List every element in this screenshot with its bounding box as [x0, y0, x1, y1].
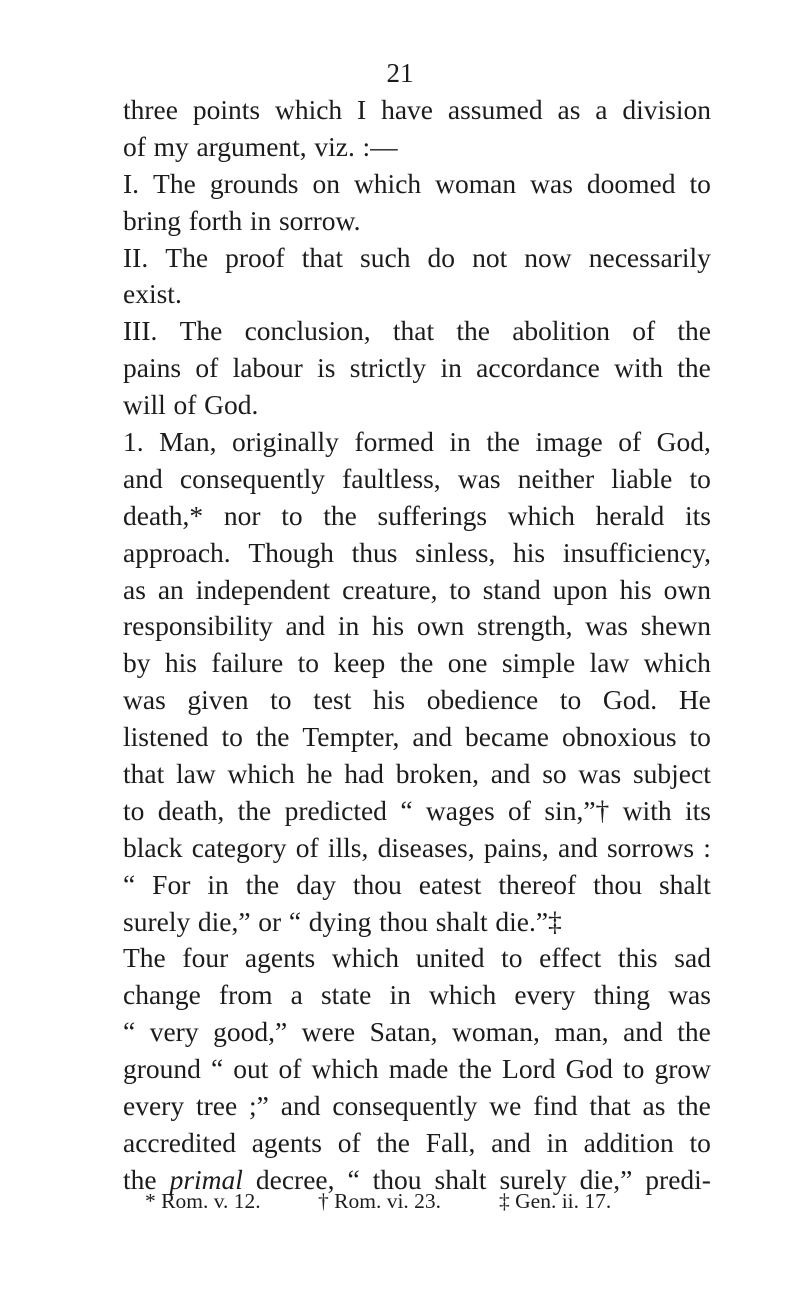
- word: to: [281, 499, 303, 531]
- word: with: [614, 352, 663, 384]
- word: this: [617, 942, 658, 974]
- text-line: [123, 424, 711, 461]
- word: sorrow.: [278, 204, 361, 236]
- word: accredited: [123, 1126, 236, 1158]
- word: a: [595, 94, 608, 125]
- text-line: [123, 1088, 711, 1125]
- word: and: [491, 1126, 531, 1158]
- word: “: [210, 1053, 224, 1085]
- word: diseases,: [377, 831, 475, 863]
- word: agents: [244, 942, 316, 974]
- word: his: [372, 610, 405, 642]
- word: tree: [195, 1090, 238, 1122]
- word: such: [360, 241, 411, 273]
- word: stand: [482, 573, 541, 605]
- word: God.: [204, 389, 259, 421]
- word: “: [288, 905, 302, 937]
- word: “: [123, 1016, 136, 1048]
- word: sorrows: [606, 831, 695, 863]
- word: Lord: [502, 1053, 556, 1085]
- word: to: [689, 462, 711, 494]
- word: strength,: [476, 610, 573, 642]
- word: find: [533, 1090, 578, 1122]
- text-line: [123, 572, 711, 609]
- word: obnoxious: [561, 721, 677, 753]
- word: good,”: [213, 1016, 288, 1048]
- word: to: [689, 721, 711, 753]
- word: of: [632, 315, 656, 347]
- text-line: [123, 904, 711, 941]
- word: test: [313, 684, 352, 716]
- word: to: [449, 573, 471, 605]
- word: responsibility: [123, 610, 273, 642]
- word: made: [388, 1053, 449, 1085]
- word: of: [337, 1126, 361, 1158]
- word: united: [415, 942, 485, 974]
- word: with: [622, 794, 672, 826]
- word: predi-: [645, 1163, 711, 1195]
- word: listened: [123, 721, 209, 753]
- word: accordance: [476, 352, 600, 384]
- word: sin,”†: [544, 794, 610, 826]
- word: which: [227, 758, 295, 790]
- word: on: [312, 167, 340, 199]
- word: every: [123, 1090, 185, 1122]
- word: thus: [351, 536, 398, 568]
- word: my: [153, 130, 189, 162]
- text-line: [123, 129, 711, 166]
- word: that: [301, 241, 343, 273]
- text-line: [123, 682, 711, 719]
- word: in: [389, 979, 411, 1011]
- word: which: [428, 979, 497, 1011]
- text-line: [123, 276, 711, 313]
- word: shalt: [435, 905, 488, 937]
- word: II.: [123, 241, 149, 273]
- word: sufferings: [377, 499, 488, 531]
- word: category: [191, 831, 287, 863]
- word: 1.: [123, 426, 144, 458]
- word: is: [317, 352, 336, 384]
- word: He: [678, 684, 711, 716]
- text-line: [123, 940, 711, 977]
- word: For: [152, 868, 191, 900]
- text-line: [123, 793, 711, 830]
- word: its: [684, 794, 711, 826]
- footnote-3: ‡ Gen. ii. 17.: [499, 1189, 612, 1213]
- word: ;”: [249, 1090, 269, 1122]
- word: surely: [123, 905, 191, 937]
- word: his: [373, 684, 406, 716]
- word: law: [589, 647, 630, 679]
- word: his: [513, 536, 546, 568]
- text-line: [123, 645, 711, 682]
- word: ground: [123, 1053, 201, 1085]
- word: the: [677, 1016, 711, 1048]
- word: out: [233, 1053, 269, 1085]
- word: keep: [333, 647, 386, 679]
- word: law: [176, 758, 216, 790]
- word: man,: [554, 1016, 609, 1048]
- word: or: [258, 905, 282, 937]
- word: the: [677, 315, 711, 347]
- word: every: [514, 979, 576, 1011]
- word: broken,: [395, 758, 479, 790]
- word: creature,: [342, 573, 438, 605]
- word: do: [427, 241, 456, 273]
- word: of: [295, 831, 319, 863]
- word: the: [458, 1053, 492, 1085]
- word: the: [237, 794, 272, 826]
- word: woman,: [452, 1016, 540, 1048]
- word: Satan,: [369, 1016, 438, 1048]
- word: was: [578, 758, 622, 790]
- word: labour: [232, 352, 303, 384]
- word: in: [249, 204, 272, 236]
- word: obedience: [426, 684, 539, 716]
- word: addition: [583, 1126, 674, 1158]
- word: thereof: [498, 868, 577, 900]
- word: shalt: [434, 1163, 487, 1195]
- page-number: 21: [386, 58, 414, 88]
- word: III.: [123, 315, 158, 347]
- text-line: [123, 756, 711, 793]
- word: God.: [602, 684, 658, 716]
- word: consequently: [332, 1090, 478, 1122]
- word: his: [164, 647, 197, 679]
- text-line: [123, 166, 711, 203]
- word: to: [689, 167, 711, 199]
- word: Man,: [159, 426, 217, 458]
- text-line: [123, 1051, 711, 1088]
- word: and: [280, 1090, 321, 1122]
- word: from: [219, 979, 273, 1011]
- word: change: [123, 979, 201, 1011]
- text-line: [123, 92, 711, 129]
- word: “: [347, 1163, 360, 1195]
- word: which: [507, 499, 575, 531]
- word: death,: [157, 794, 225, 826]
- word: became: [465, 721, 550, 753]
- word: Though: [248, 536, 334, 568]
- word: sad: [674, 942, 711, 974]
- word: decree,: [255, 1163, 335, 1195]
- word: pains: [123, 352, 182, 384]
- word: simple: [501, 647, 576, 679]
- word: :: [703, 831, 711, 863]
- word: in: [337, 610, 360, 642]
- word: that: [392, 315, 435, 347]
- text-line: [123, 608, 711, 645]
- word: own: [663, 573, 711, 605]
- word: and: [412, 721, 453, 753]
- word: one: [447, 647, 488, 679]
- word: of: [173, 389, 197, 421]
- word: sinless,: [415, 536, 496, 568]
- word: the: [255, 721, 290, 753]
- word: viz.: [314, 130, 355, 162]
- word: to: [689, 1126, 711, 1158]
- word: the: [399, 647, 434, 679]
- text-line: [123, 1125, 711, 1162]
- word: division: [622, 94, 711, 125]
- word: which: [331, 942, 400, 974]
- word: thou: [379, 905, 429, 937]
- word: points: [192, 94, 261, 125]
- word: day: [296, 868, 336, 900]
- word: :—: [362, 130, 398, 162]
- word: to: [559, 684, 582, 716]
- word: the: [677, 352, 711, 384]
- word: to: [221, 721, 243, 753]
- word: its: [684, 499, 711, 531]
- word: God: [565, 1053, 613, 1085]
- word: that: [589, 1090, 631, 1122]
- word: very: [149, 1016, 199, 1048]
- word: was: [585, 610, 628, 642]
- word: proof: [225, 241, 285, 273]
- word: predicted: [284, 794, 387, 826]
- word: image: [535, 426, 603, 458]
- word: was: [457, 462, 501, 494]
- word: and: [490, 758, 531, 790]
- word: pains,: [483, 831, 549, 863]
- word: three: [123, 94, 178, 125]
- word: in: [449, 426, 471, 458]
- word: I.: [123, 167, 140, 199]
- word: and: [623, 1016, 663, 1048]
- text-line: [123, 313, 711, 350]
- word: of: [278, 1053, 302, 1085]
- word: formed: [354, 426, 434, 458]
- word: were: [301, 1016, 356, 1048]
- word: of: [195, 352, 219, 384]
- word: subject: [632, 758, 711, 790]
- word: in: [207, 868, 229, 900]
- word: bring: [123, 204, 182, 236]
- word: own: [416, 610, 465, 642]
- word: and: [123, 462, 163, 494]
- word: strictly: [349, 352, 427, 384]
- word: the: [323, 499, 357, 531]
- text-line: [123, 498, 711, 535]
- word: the: [486, 426, 520, 458]
- word: of: [618, 426, 642, 458]
- word: Tempter,: [302, 721, 400, 753]
- word: assumed: [447, 94, 543, 125]
- footnote-1: * Rom. v. 12.: [145, 1189, 261, 1213]
- text-line: [123, 535, 711, 572]
- word: shalt: [658, 868, 711, 900]
- word: failure: [211, 647, 284, 679]
- word: exist.: [123, 278, 182, 310]
- text-line: [123, 867, 711, 904]
- word: ills,: [327, 831, 369, 863]
- text-line: [123, 350, 711, 387]
- word: primal: [169, 1163, 243, 1195]
- word: death,*: [123, 499, 204, 531]
- text-line: [123, 977, 711, 1014]
- word: and: [285, 610, 326, 642]
- word: the: [677, 1090, 711, 1122]
- word: “: [123, 868, 136, 900]
- word: of: [123, 130, 146, 162]
- word: the: [245, 868, 280, 900]
- text-line: [123, 240, 711, 277]
- word: to: [501, 942, 523, 974]
- word: as: [123, 573, 146, 605]
- word: the: [456, 315, 490, 347]
- word: to: [623, 1053, 645, 1085]
- word: which: [274, 94, 343, 125]
- text-line: [123, 719, 711, 756]
- word: upon: [552, 573, 608, 605]
- text-line: [123, 461, 711, 498]
- word: The: [179, 315, 223, 347]
- word: die.”‡: [495, 905, 562, 937]
- text-line: [123, 1014, 711, 1051]
- word: a: [290, 979, 303, 1011]
- word: insufficiency,: [562, 536, 711, 568]
- word: abolition: [512, 315, 610, 347]
- word: shewn: [640, 610, 711, 642]
- word: he: [306, 758, 333, 790]
- word: four: [182, 942, 229, 974]
- word: in: [440, 352, 462, 384]
- word: had: [344, 758, 384, 790]
- word: an: [157, 573, 184, 605]
- word: neither: [517, 462, 595, 494]
- word: God,: [656, 426, 711, 458]
- word: surely: [499, 1163, 567, 1195]
- word: die,”: [579, 1163, 633, 1195]
- word: thing: [593, 979, 651, 1011]
- word: thou: [593, 868, 643, 900]
- word: The: [165, 241, 209, 273]
- word: to: [123, 794, 145, 826]
- word: woman: [435, 167, 517, 199]
- text-line: [123, 387, 711, 424]
- body-text: [123, 92, 711, 1199]
- word: which: [311, 1053, 379, 1085]
- word: The: [153, 167, 196, 199]
- word: nor: [223, 499, 261, 531]
- word: was: [668, 979, 711, 1011]
- word: die,”: [197, 905, 251, 937]
- word: black: [123, 831, 183, 863]
- word: argument,: [196, 130, 307, 162]
- word: necessarily: [588, 241, 711, 273]
- word: we: [489, 1090, 522, 1122]
- word: as: [642, 1090, 666, 1122]
- word: liable: [611, 462, 673, 494]
- word: effect: [539, 942, 602, 974]
- word: by: [123, 647, 151, 679]
- word: now: [524, 241, 572, 273]
- word: conclusion,: [244, 315, 371, 347]
- word: of: [508, 794, 531, 826]
- word: which: [643, 647, 711, 679]
- word: originally: [231, 426, 339, 458]
- word: agents: [251, 1126, 322, 1158]
- word: the: [123, 1163, 157, 1195]
- word: “: [400, 794, 413, 826]
- word: was: [530, 167, 573, 199]
- word: Fall,: [425, 1126, 476, 1158]
- word: The: [123, 942, 166, 974]
- word: as: [557, 94, 581, 125]
- word: and: [558, 831, 598, 863]
- word: given: [187, 684, 249, 716]
- word: the: [376, 1126, 410, 1158]
- word: herald: [595, 499, 665, 531]
- word: thou: [352, 868, 402, 900]
- word: thou: [372, 1163, 422, 1195]
- word: in: [546, 1126, 568, 1158]
- word: state: [320, 979, 372, 1011]
- word: to: [270, 684, 292, 716]
- text-line: [123, 830, 711, 867]
- word: wages: [425, 794, 495, 826]
- word: dying: [308, 905, 372, 937]
- word: his: [619, 573, 652, 605]
- word: to: [297, 647, 319, 679]
- word: I: [357, 94, 367, 125]
- word: faultless,: [342, 462, 441, 494]
- word: have: [381, 94, 434, 125]
- word: that: [123, 758, 165, 790]
- word: not: [472, 241, 508, 273]
- footnote-2: † Rom. vi. 23.: [318, 1189, 442, 1213]
- word: consequently: [179, 462, 325, 494]
- word: approach.: [123, 536, 231, 568]
- word: which: [353, 167, 422, 199]
- word: grow: [654, 1053, 711, 1085]
- word: doomed: [586, 167, 676, 199]
- word: so: [542, 758, 567, 790]
- word: forth: [188, 204, 243, 236]
- text-line: [123, 203, 711, 240]
- word: was: [123, 684, 166, 716]
- word: eatest: [418, 868, 482, 900]
- word: grounds: [209, 167, 299, 199]
- word: independent: [195, 573, 331, 605]
- word: will: [123, 389, 166, 421]
